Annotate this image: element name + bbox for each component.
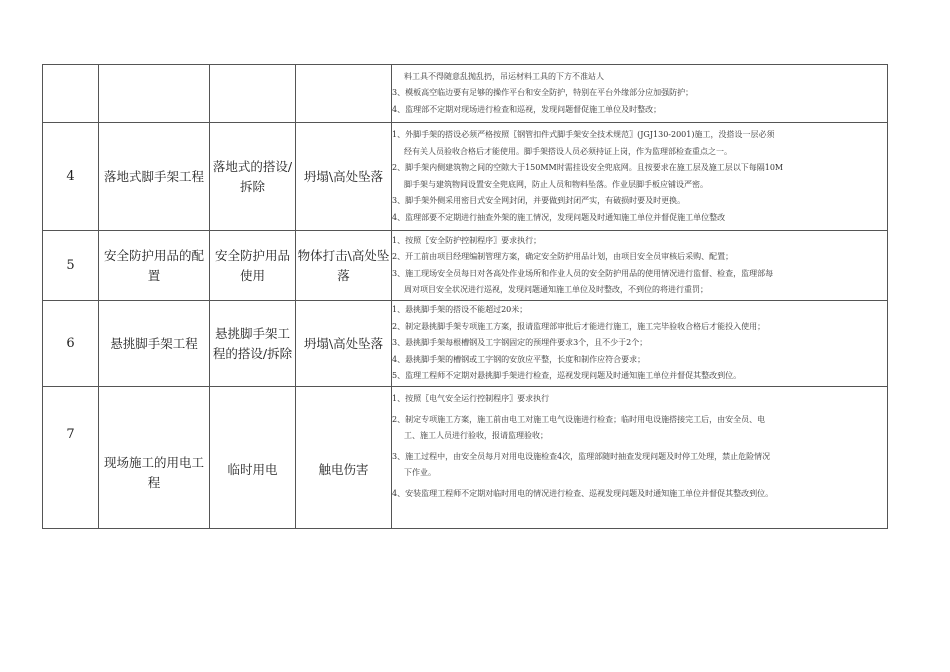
row-number bbox=[43, 65, 99, 123]
project-item: 悬挑脚手架工程 bbox=[99, 301, 210, 387]
row-number: 6 bbox=[43, 301, 99, 387]
measure-line: 5、监理工程师不定期对悬挑脚手架进行检查，巡视发现问题及时通知施工单位并督促其整改到位。 bbox=[392, 371, 742, 381]
measure-line: 2、制定悬挑脚手架专项施工方案，报请监理部审批后才能进行施工，施工完毕验收合格后才能投入使用； bbox=[392, 321, 766, 331]
measure-line: 下作业。 bbox=[404, 468, 436, 477]
control-measures bbox=[392, 65, 888, 123]
project-item: 落地式脚手架工程 bbox=[99, 123, 210, 231]
measure-line: 1、按照〖电气安全运行控制程序〗要求执行 bbox=[392, 394, 550, 403]
measure-line: 3、施工过程中，由安全员每月对用电设施检查4次，监理部随时抽查发现问题及时停工处理，禁止危险情况 bbox=[392, 451, 771, 461]
activity: 临时用电 bbox=[210, 387, 296, 529]
activity bbox=[210, 65, 296, 123]
measure-line: 4、悬挑脚手架的槽钢或工字钢的安放应平整，长度和制作应符合要求； bbox=[392, 354, 646, 364]
control-measures bbox=[392, 301, 888, 387]
measure-line: 2、开工前由项目经理编制管理方案，确定安全防护用品计划，由项目安全员审核后采购、配置； bbox=[392, 252, 734, 261]
measure-line: 工、施工人员进行验收，报请监理验收； bbox=[404, 431, 548, 440]
table-row bbox=[43, 387, 888, 529]
measure-line: 1、按照〖安全防护控制程序〗要求执行； bbox=[392, 235, 542, 245]
project-item: 现场施工的用电工程 bbox=[99, 387, 210, 529]
table-row bbox=[43, 301, 888, 387]
control-measures bbox=[392, 231, 888, 301]
project-item bbox=[99, 65, 210, 123]
table-row bbox=[43, 123, 888, 231]
activity: 落地式的搭设/拆除 bbox=[210, 123, 296, 231]
measure-line: 脚手架与建筑物间设置安全兜底网，防止人员和物料坠落。作业层脚手板应铺设严密。 bbox=[404, 179, 708, 189]
measure-line: 4、监理部要不定期进行抽查外架的施工情况，发现问题及时通知施工单位并督促施工单位整改 bbox=[392, 212, 726, 222]
measure-line: 3、模板高空临边要有足够的操作平台和安全防护，特别在平台外缘部分应加强防护； bbox=[392, 88, 694, 98]
measure-line: 4、安装监理工程师不定期对临时用电的情况进行检查、巡视发现问题及时通知施工单位并督促其整改到位。 bbox=[392, 488, 774, 498]
project-item: 安全防护用品的配置 bbox=[99, 231, 210, 301]
risk-control-table bbox=[42, 64, 888, 529]
table-row bbox=[43, 65, 888, 123]
measure-line: 4、监理部不定期对现场进行检查和巡视，发现问题督促施工单位及时整改； bbox=[392, 104, 662, 114]
hazard bbox=[296, 65, 392, 123]
measure-line: 1、外脚手架的搭设必须严格按照〖钢管扣件式脚手架安全技术规范〗(JGJ130-2001)施工，没搭设一层必须 bbox=[392, 130, 775, 139]
hazard: 坍塌\高处坠落 bbox=[296, 301, 392, 387]
control-measures bbox=[392, 123, 888, 231]
activity: 悬挑脚手架工程的搭设/拆除 bbox=[210, 301, 296, 387]
row-number: 4 bbox=[43, 123, 99, 231]
measure-line: 周对项目安全状况进行巡视，发现问题通知施工单位及时整改，不到位的将进行重罚； bbox=[404, 285, 708, 294]
measure-line: 1、悬挑脚手架的搭设不能超过20米； bbox=[392, 305, 528, 315]
measure-line: 料工具不得随意乱抛乱扔，吊运材料工具的下方不准站人 bbox=[404, 71, 604, 81]
activity: 安全防护用品使用 bbox=[210, 231, 296, 301]
row-number: 5 bbox=[43, 231, 99, 301]
measure-line: 2、脚手架内侧建筑物之间的空隙大于150MM时需挂设安全兜底网。且按要求在施工层及施工层以下每隔10M bbox=[392, 163, 784, 172]
hazard: 触电伤害 bbox=[296, 387, 392, 529]
table-row bbox=[43, 231, 888, 301]
hazard: 坍塌\高处坠落 bbox=[296, 123, 392, 231]
control-measures bbox=[392, 387, 888, 529]
measure-line: 经有关人员验收合格后才能使用。脚手架搭设人员必须持证上岗，作为监理部检查重点之一。 bbox=[404, 146, 732, 156]
measure-line: 3、脚手架外侧采用密目式安全网封闭，并要做到封闭严实，有破损时要及时更换。 bbox=[392, 196, 686, 205]
measure-line: 3、悬挑脚手架每根槽钢及工字钢固定的预埋件要求3个，且不少于2个； bbox=[392, 338, 648, 348]
measure-line: 2、制定专项施工方案，施工前由电工对施工电气设施进行检查；临时用电设施搭接完工后，由安全员、电 bbox=[392, 414, 766, 424]
hazard: 物体打击\高处坠落 bbox=[296, 231, 392, 301]
row-number: 7 bbox=[43, 387, 99, 529]
measure-line: 3、施工现场安全员每日对各高处作业场所和作业人员的安全防护用品的使用情况进行监督、检查，监理部每 bbox=[392, 268, 774, 278]
